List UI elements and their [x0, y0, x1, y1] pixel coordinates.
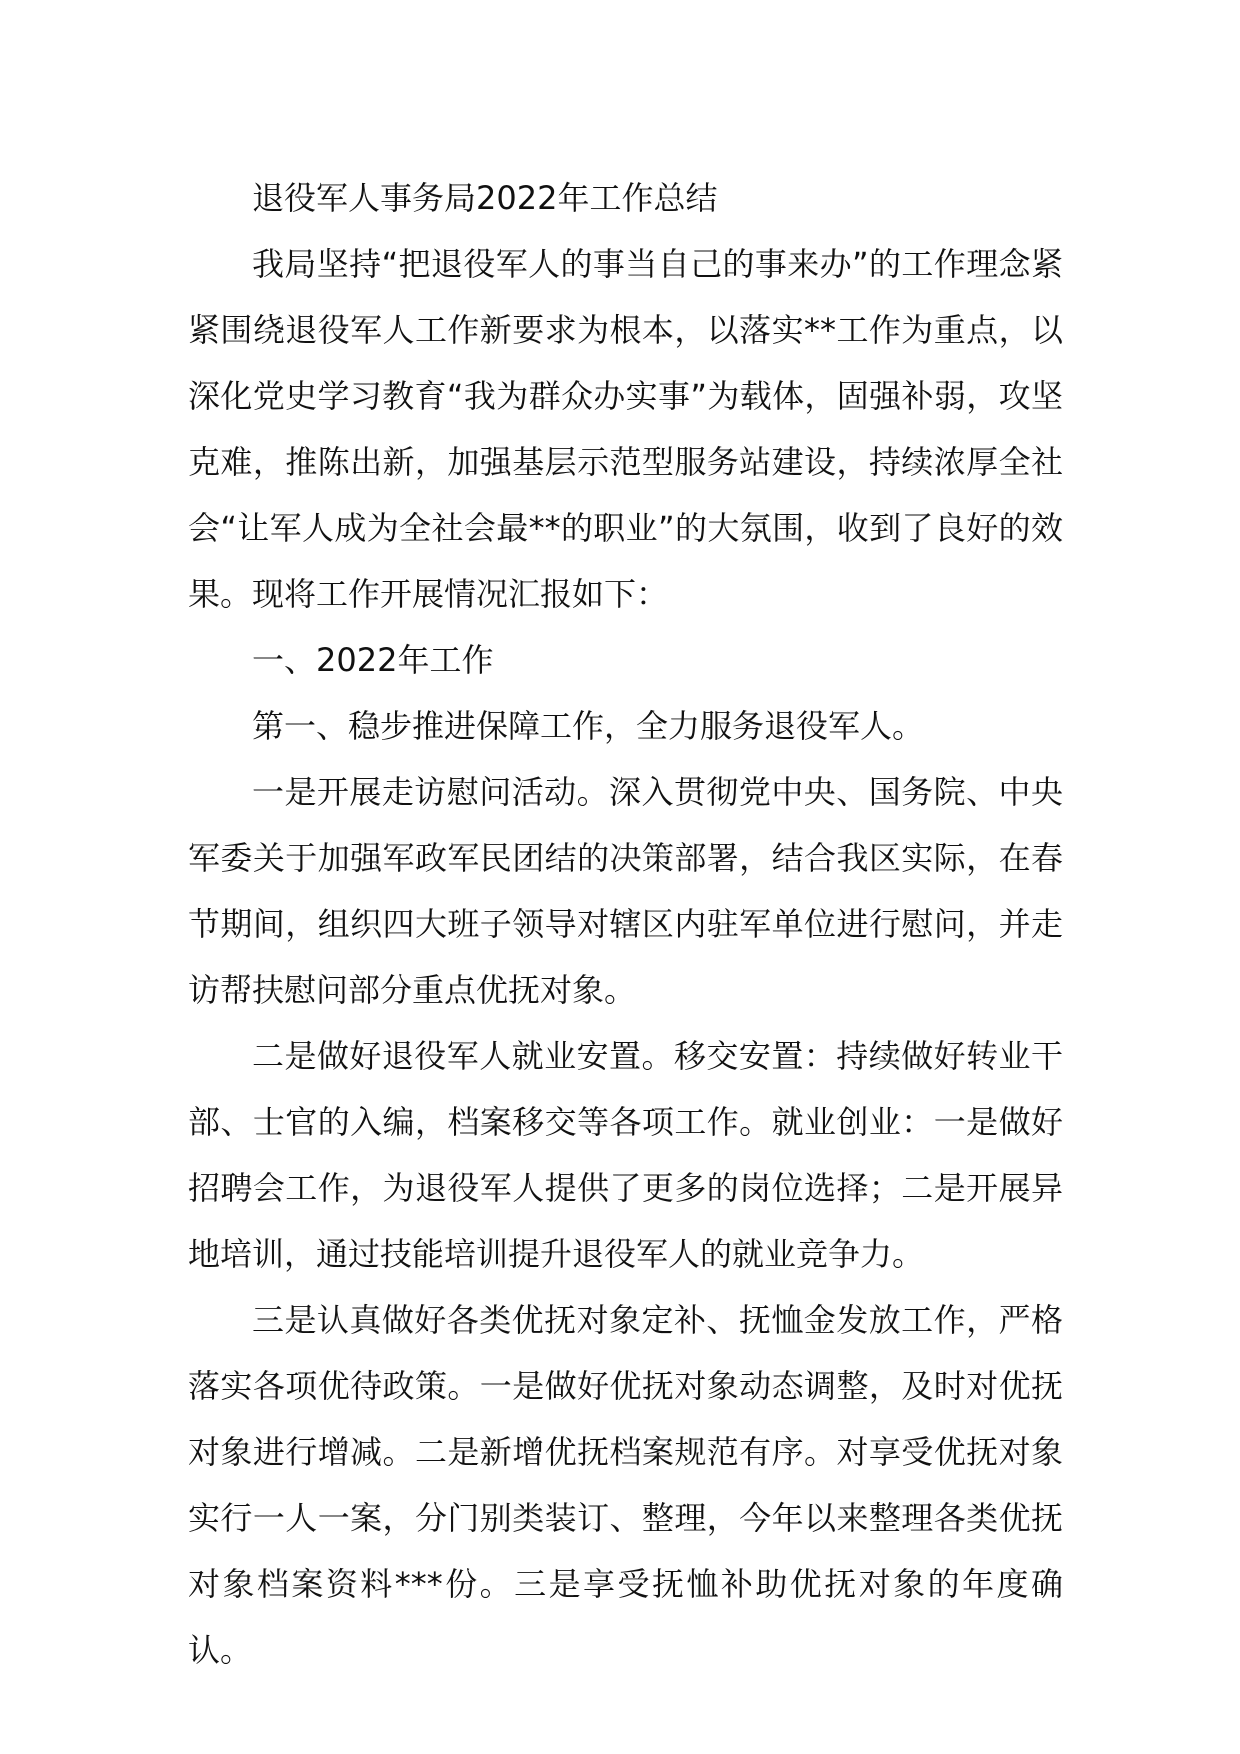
- paragraph-pension: 三是认真做好各类优抚对象定补、抚恤金发放工作，严格落实各项优待政策。一是做好优抚对象动态调整，及时对优抚对象进行增减。二是新增优抚档案规范有序。对享受优抚对象实行一人一案，分门别类装订、整理，今年以来整理各类优抚对象档案资料***份。三是享受抚恤补助优抚对象的年度确认。: [188, 1301, 1063, 1669]
- paragraph-intro: 我局坚持“把退役军人的事当自己的事来办”的工作理念紧紧围绕退役军人工作新要求为根本，以落实**工作为重点，以深化党史学习教育“我为群众办实事”为载体，固强补弱，攻坚克难，推陈出新，加强基层示范型服务站建设，持续浓厚全社会“让军人成为全社会最**的职业”的大氛围，收到了良好的效果。现将工作开展情况汇报如下：: [188, 245, 1063, 613]
- subsection-heading-first: 第一、稳步推进保障工作，全力服务退役军人。: [252, 707, 925, 745]
- paragraph-employment: 二是做好退役军人就业安置。移交安置：持续做好转业干部、士官的入编，档案移交等各项工作。就业创业：一是做好招聘会工作，为退役军人提供了更多的岗位选择；二是开展异地培训，通过技能培训提升退役军人的就业竞争力。: [188, 1037, 1063, 1273]
- document-body: [188, 165, 1063, 1683]
- section-heading-2022-work: 一、2022年工作: [252, 641, 494, 679]
- document-title: 退役军人事务局2022年工作总结: [252, 179, 718, 217]
- paragraph-visits: 一是开展走访慰问活动。深入贯彻党中央、国务院、中央军委关于加强军政军民团结的决策部署，结合我区实际，在春节期间，组织四大班子领导对辖区内驻军单位进行慰问，并走访帮扶慰问部分重点优抚对象。: [188, 773, 1063, 1009]
